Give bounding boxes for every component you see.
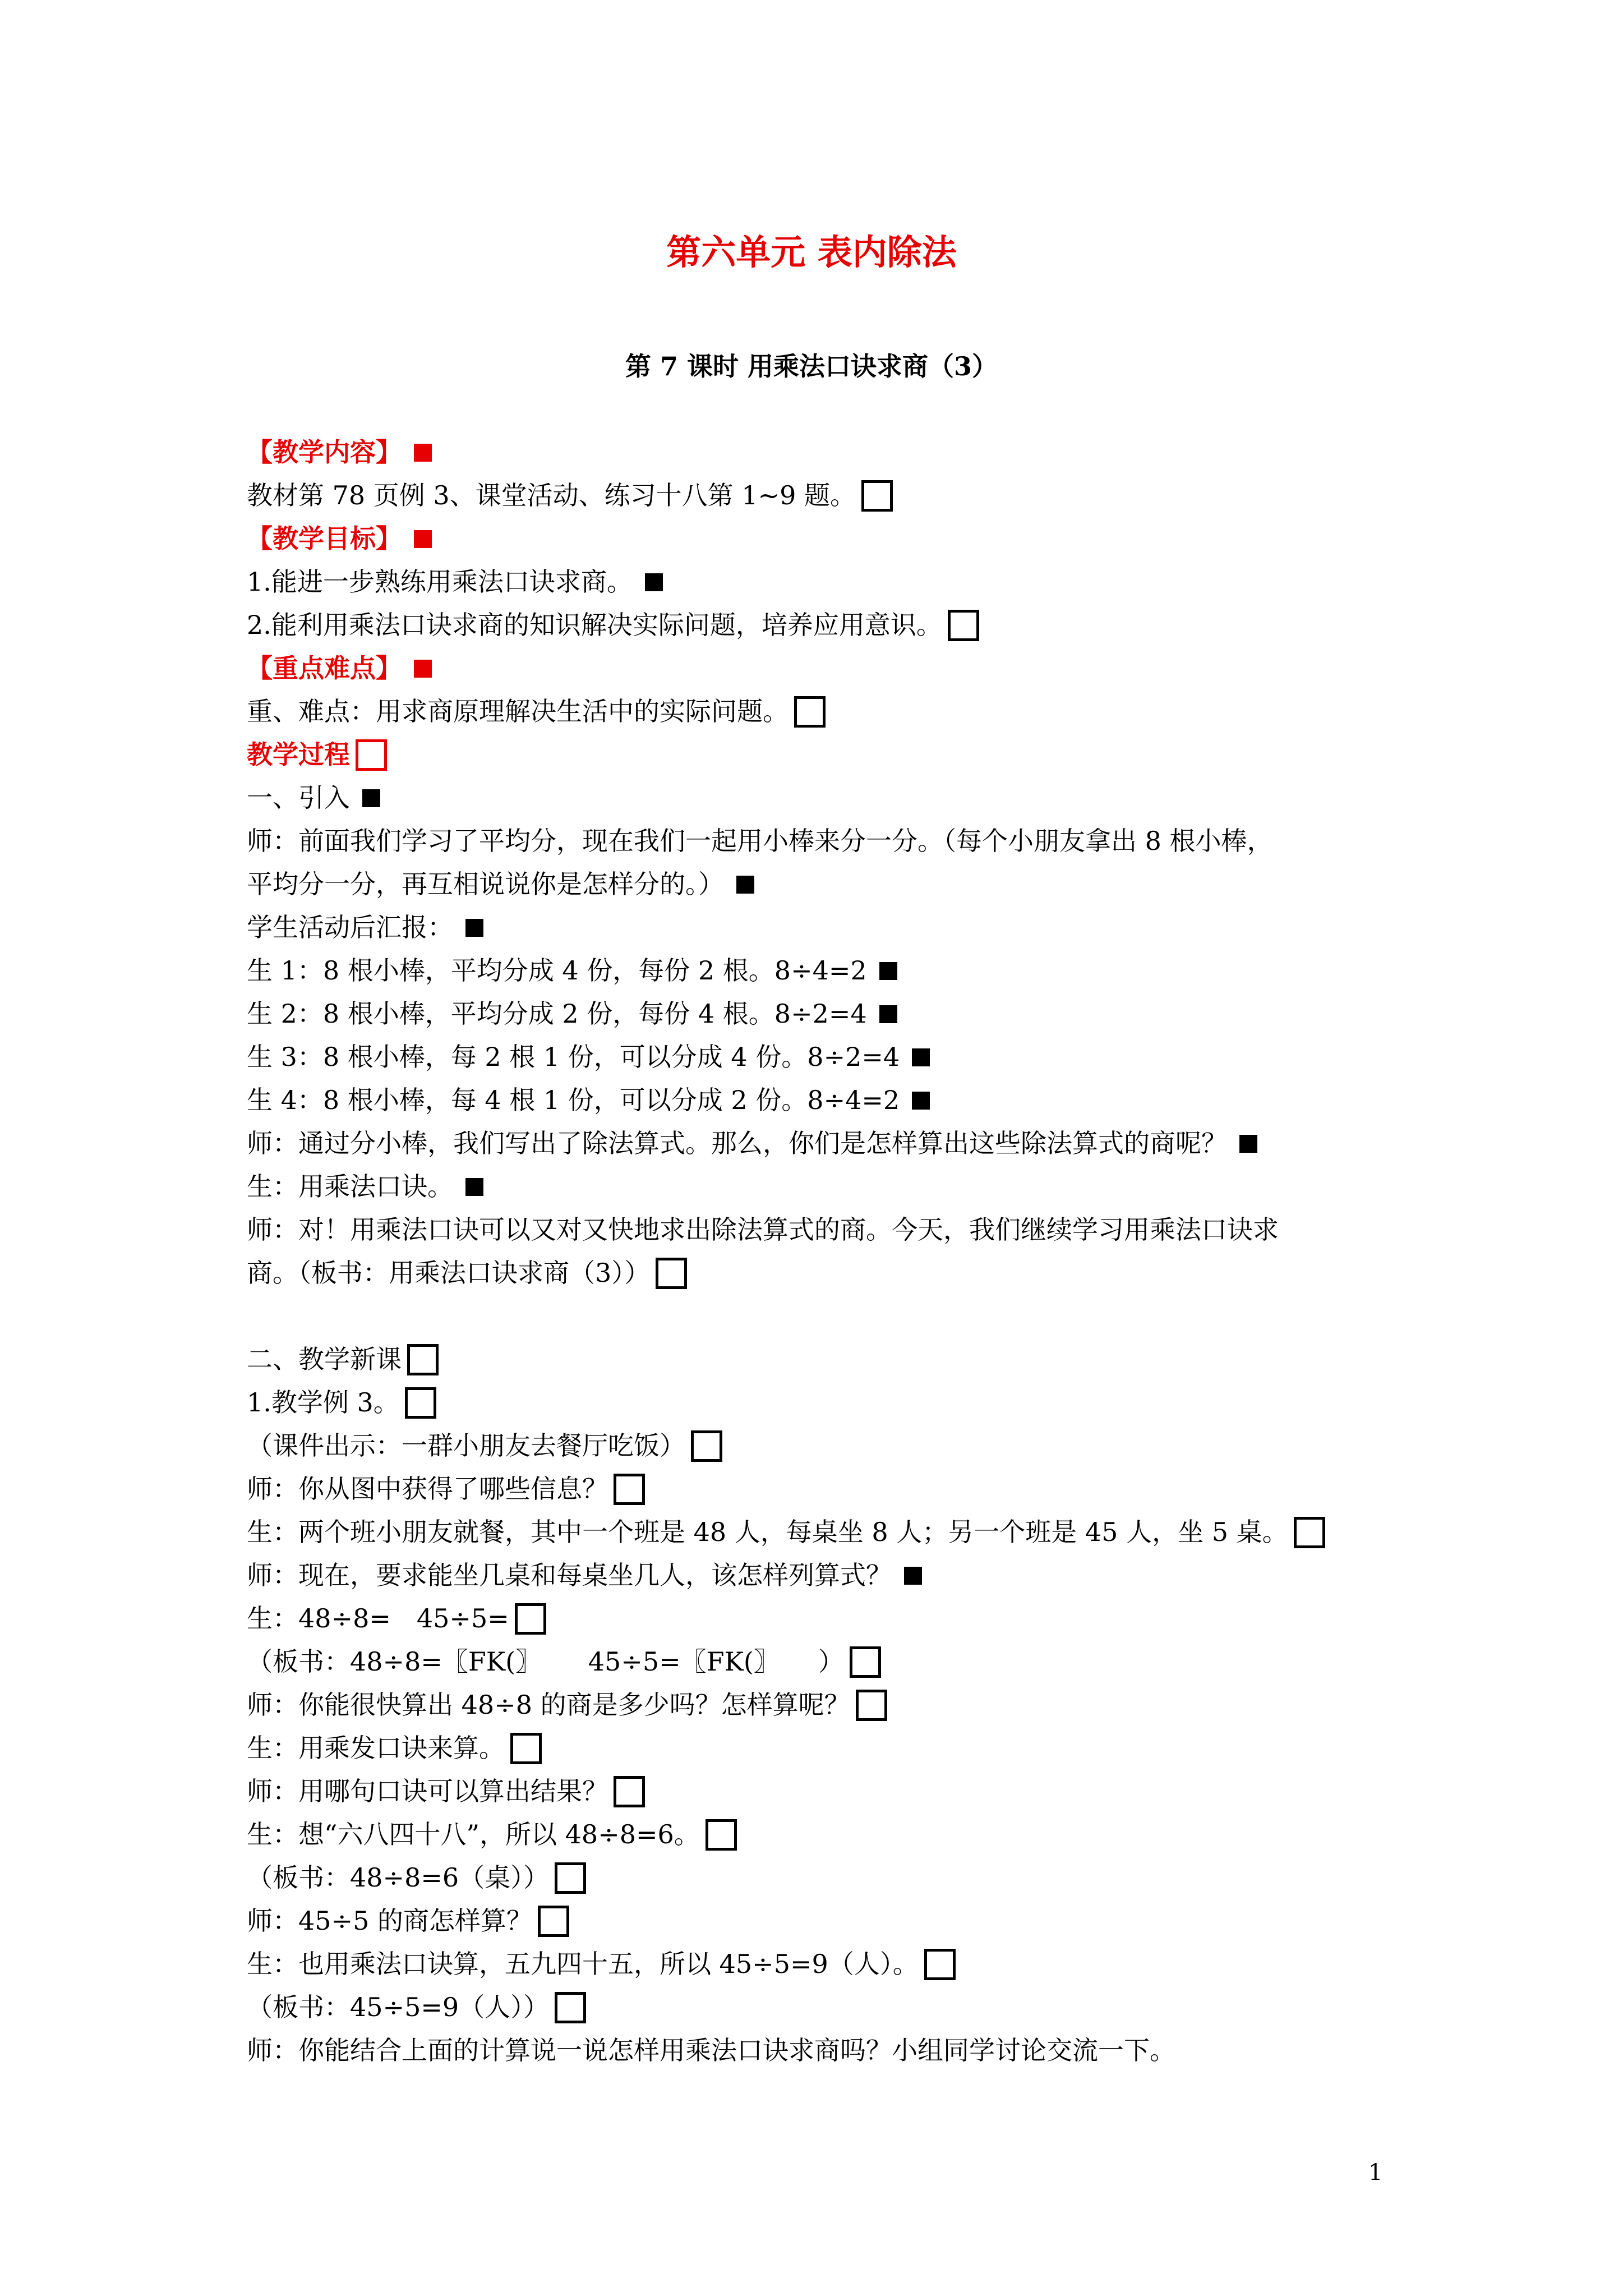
unit-title: 第六单元 表内除法: [666, 232, 957, 273]
filled-square-icon: [414, 444, 432, 462]
line-text: 生 1：8 根小棒，平均分成 4 份，每份 2 根。8÷4=2: [247, 955, 867, 986]
line-text: 教材第 78 页例 3、课堂活动、练习十八第 1~9 题。: [247, 480, 856, 510]
empty-box-icon: [691, 1430, 722, 1462]
line-text: 平均分一分，再互相说说你是怎样分的。）: [247, 869, 724, 899]
page-number: 1: [1368, 2160, 1383, 2185]
line-text: 教学过程: [247, 739, 350, 770]
filled-square-icon: [879, 962, 897, 980]
filled-square-icon: [912, 1048, 930, 1066]
filled-square-icon: [912, 1092, 930, 1110]
line-text: 生 3：8 根小棒，每 2 根 1 份，可以分成 4 份。8÷2=4: [247, 1042, 900, 1072]
line-text: 生：想“六八四十八”，所以 48÷8=6。: [247, 1819, 700, 1849]
filled-square-icon: [465, 1178, 483, 1196]
line-text: 生：用乘发口诀来算。: [247, 1733, 505, 1763]
filled-square-icon: [904, 1567, 922, 1585]
section-heading: [247, 647, 1396, 690]
filled-square-icon: [414, 530, 432, 548]
line-text: （课件出示：一群小朋友去餐厅吃饭）: [247, 1430, 685, 1461]
text-line: [247, 1511, 1396, 1554]
line-text: 生 4：8 根小棒，每 4 根 1 份，可以分成 2 份。8÷4=2: [247, 1085, 900, 1115]
line-text: 重、难点：用求商原理解决生活中的实际问题。: [247, 696, 789, 726]
empty-box-icon: [555, 1992, 586, 2023]
empty-box-icon: [656, 1258, 687, 1289]
line-text: 师：你从图中获得了哪些信息？: [247, 1474, 608, 1504]
text-line: [247, 1856, 1396, 1899]
text-line: [247, 1986, 1396, 2029]
text-line: [247, 1208, 1396, 1251]
filled-square-icon: [414, 660, 432, 678]
line-text: （板书：48÷8=6（桌））: [247, 1862, 550, 1893]
text-line: [247, 1770, 1396, 1813]
empty-box-icon: [1294, 1517, 1325, 1548]
section-heading: [247, 517, 1396, 560]
text-line: [247, 863, 1396, 906]
text-line: [247, 690, 1396, 733]
lesson-title: 第 7 课时 用乘法口诀求商（3）: [625, 351, 998, 381]
line-text: 师：你能结合上面的计算说一说怎样用乘法口诀求商吗？小组同学讨论交流一下。: [247, 2035, 1175, 2065]
line-text: 学生活动后汇报：: [247, 912, 453, 942]
line-text: 2.能利用乘法口诀求商的知识解决实际问题，培养应用意识。: [247, 610, 942, 640]
line-text: 【重点难点】: [247, 653, 402, 683]
section-heading: [247, 733, 1396, 776]
text-line: [247, 820, 1396, 863]
text-line: [247, 1165, 1396, 1208]
empty-box-icon: [555, 1862, 586, 1894]
line-text: 生：两个班小朋友就餐，其中一个班是 48 人，每桌坐 8 人；另一个班是 45 人，坐 5 桌。: [247, 1517, 1288, 1547]
lesson-body: [247, 431, 1396, 2072]
text-line: [247, 560, 1396, 604]
line-text: 生：用乘法口诀。: [247, 1171, 453, 1202]
text-line: [247, 474, 1396, 517]
empty-box-icon: [924, 1949, 956, 1980]
text-line: [247, 906, 1396, 949]
section-heading: [247, 431, 1396, 474]
filled-square-icon: [465, 919, 483, 937]
empty-box-icon: [538, 1906, 569, 1937]
text-line: [247, 992, 1396, 1036]
line-text: 【教学内容】: [247, 437, 402, 467]
line-text: 师：对！用乘法口诀可以又对又快地求出除法算式的商。今天，我们继续学习用乘法口诀求: [247, 1214, 1279, 1245]
line-text: 师：现在，要求能坐几桌和每桌坐几人，该怎样列算式？: [247, 1560, 892, 1590]
empty-box-icon: [407, 1344, 439, 1375]
text-line: [247, 1597, 1396, 1640]
blank-line: [247, 1295, 1396, 1338]
text-line: [247, 1122, 1396, 1165]
line-text: 一、引入: [247, 783, 350, 813]
text-line: [247, 1683, 1396, 1727]
empty-box-icon: [850, 1646, 881, 1678]
text-line: [247, 2029, 1396, 2072]
line-text: 生：也用乘法口诀算，五九四十五，所以 45÷5=9（人）。: [247, 1949, 919, 1979]
text-line: [247, 1467, 1396, 1511]
line-text: （板书：48÷8=〖FK(〗 45÷5=〖FK(〗 ）: [247, 1646, 844, 1677]
text-line: [247, 1943, 1396, 1986]
line-text: 师：通过分小棒，我们写出了除法算式。那么，你们是怎样算出这些除法算式的商呢？: [247, 1128, 1227, 1158]
empty-box-icon: [706, 1819, 737, 1851]
line-text: 师：用哪句口诀可以算出结果？: [247, 1776, 608, 1806]
empty-box-icon: [356, 739, 387, 771]
text-line: [247, 1813, 1396, 1856]
line-text: 生：48÷8= 45÷5=: [247, 1603, 509, 1634]
text-line: [247, 1036, 1396, 1079]
line-text: 师：45÷5 的商怎样算？: [247, 1906, 532, 1936]
text-line: [247, 1424, 1396, 1467]
text-line: [247, 1899, 1396, 1943]
line-text: 商。（板书：用乘法口诀求商（3））: [247, 1258, 651, 1288]
line-text: 师：前面我们学习了平均分，现在我们一起用小棒来分一分。（每个小朋友拿出 8 根小棒，: [247, 826, 1273, 856]
text-line: [247, 1640, 1396, 1683]
text-line: [247, 949, 1396, 992]
filled-square-icon: [736, 876, 754, 894]
empty-box-icon: [405, 1387, 436, 1419]
filled-square-icon: [362, 789, 380, 807]
filled-square-icon: [1239, 1135, 1257, 1153]
text-line: [247, 1251, 1396, 1295]
empty-box-icon: [510, 1733, 542, 1764]
text-line: [247, 1079, 1396, 1122]
text-line: [247, 1727, 1396, 1770]
text-line: [247, 1381, 1396, 1424]
line-text: 二、教学新课: [247, 1344, 402, 1374]
text-line: [247, 604, 1396, 647]
text-line: [247, 1554, 1396, 1597]
empty-box-icon: [948, 610, 979, 641]
text-line: [247, 776, 1396, 820]
empty-box-icon: [614, 1776, 645, 1807]
filled-square-icon: [879, 1005, 897, 1023]
line-text: 1.教学例 3。: [247, 1387, 399, 1418]
filled-square-icon: [645, 573, 663, 591]
empty-box-icon: [794, 696, 826, 728]
line-text: 1.能进一步熟练用乘法口诀求商。: [247, 567, 633, 597]
line-text: 生 2：8 根小棒，平均分成 2 份，每份 4 根。8÷2=4: [247, 999, 867, 1029]
empty-box-icon: [861, 480, 893, 512]
text-line: [247, 1338, 1396, 1381]
line-text: （板书：45÷5=9（人））: [247, 1992, 550, 2022]
line-text: 师：你能很快算出 48÷8 的商是多少吗？怎样算呢？: [247, 1690, 850, 1720]
line-text: 【教学目标】: [247, 523, 402, 554]
empty-box-icon: [614, 1474, 645, 1505]
empty-box-icon: [515, 1603, 546, 1635]
empty-box-icon: [856, 1690, 887, 1721]
